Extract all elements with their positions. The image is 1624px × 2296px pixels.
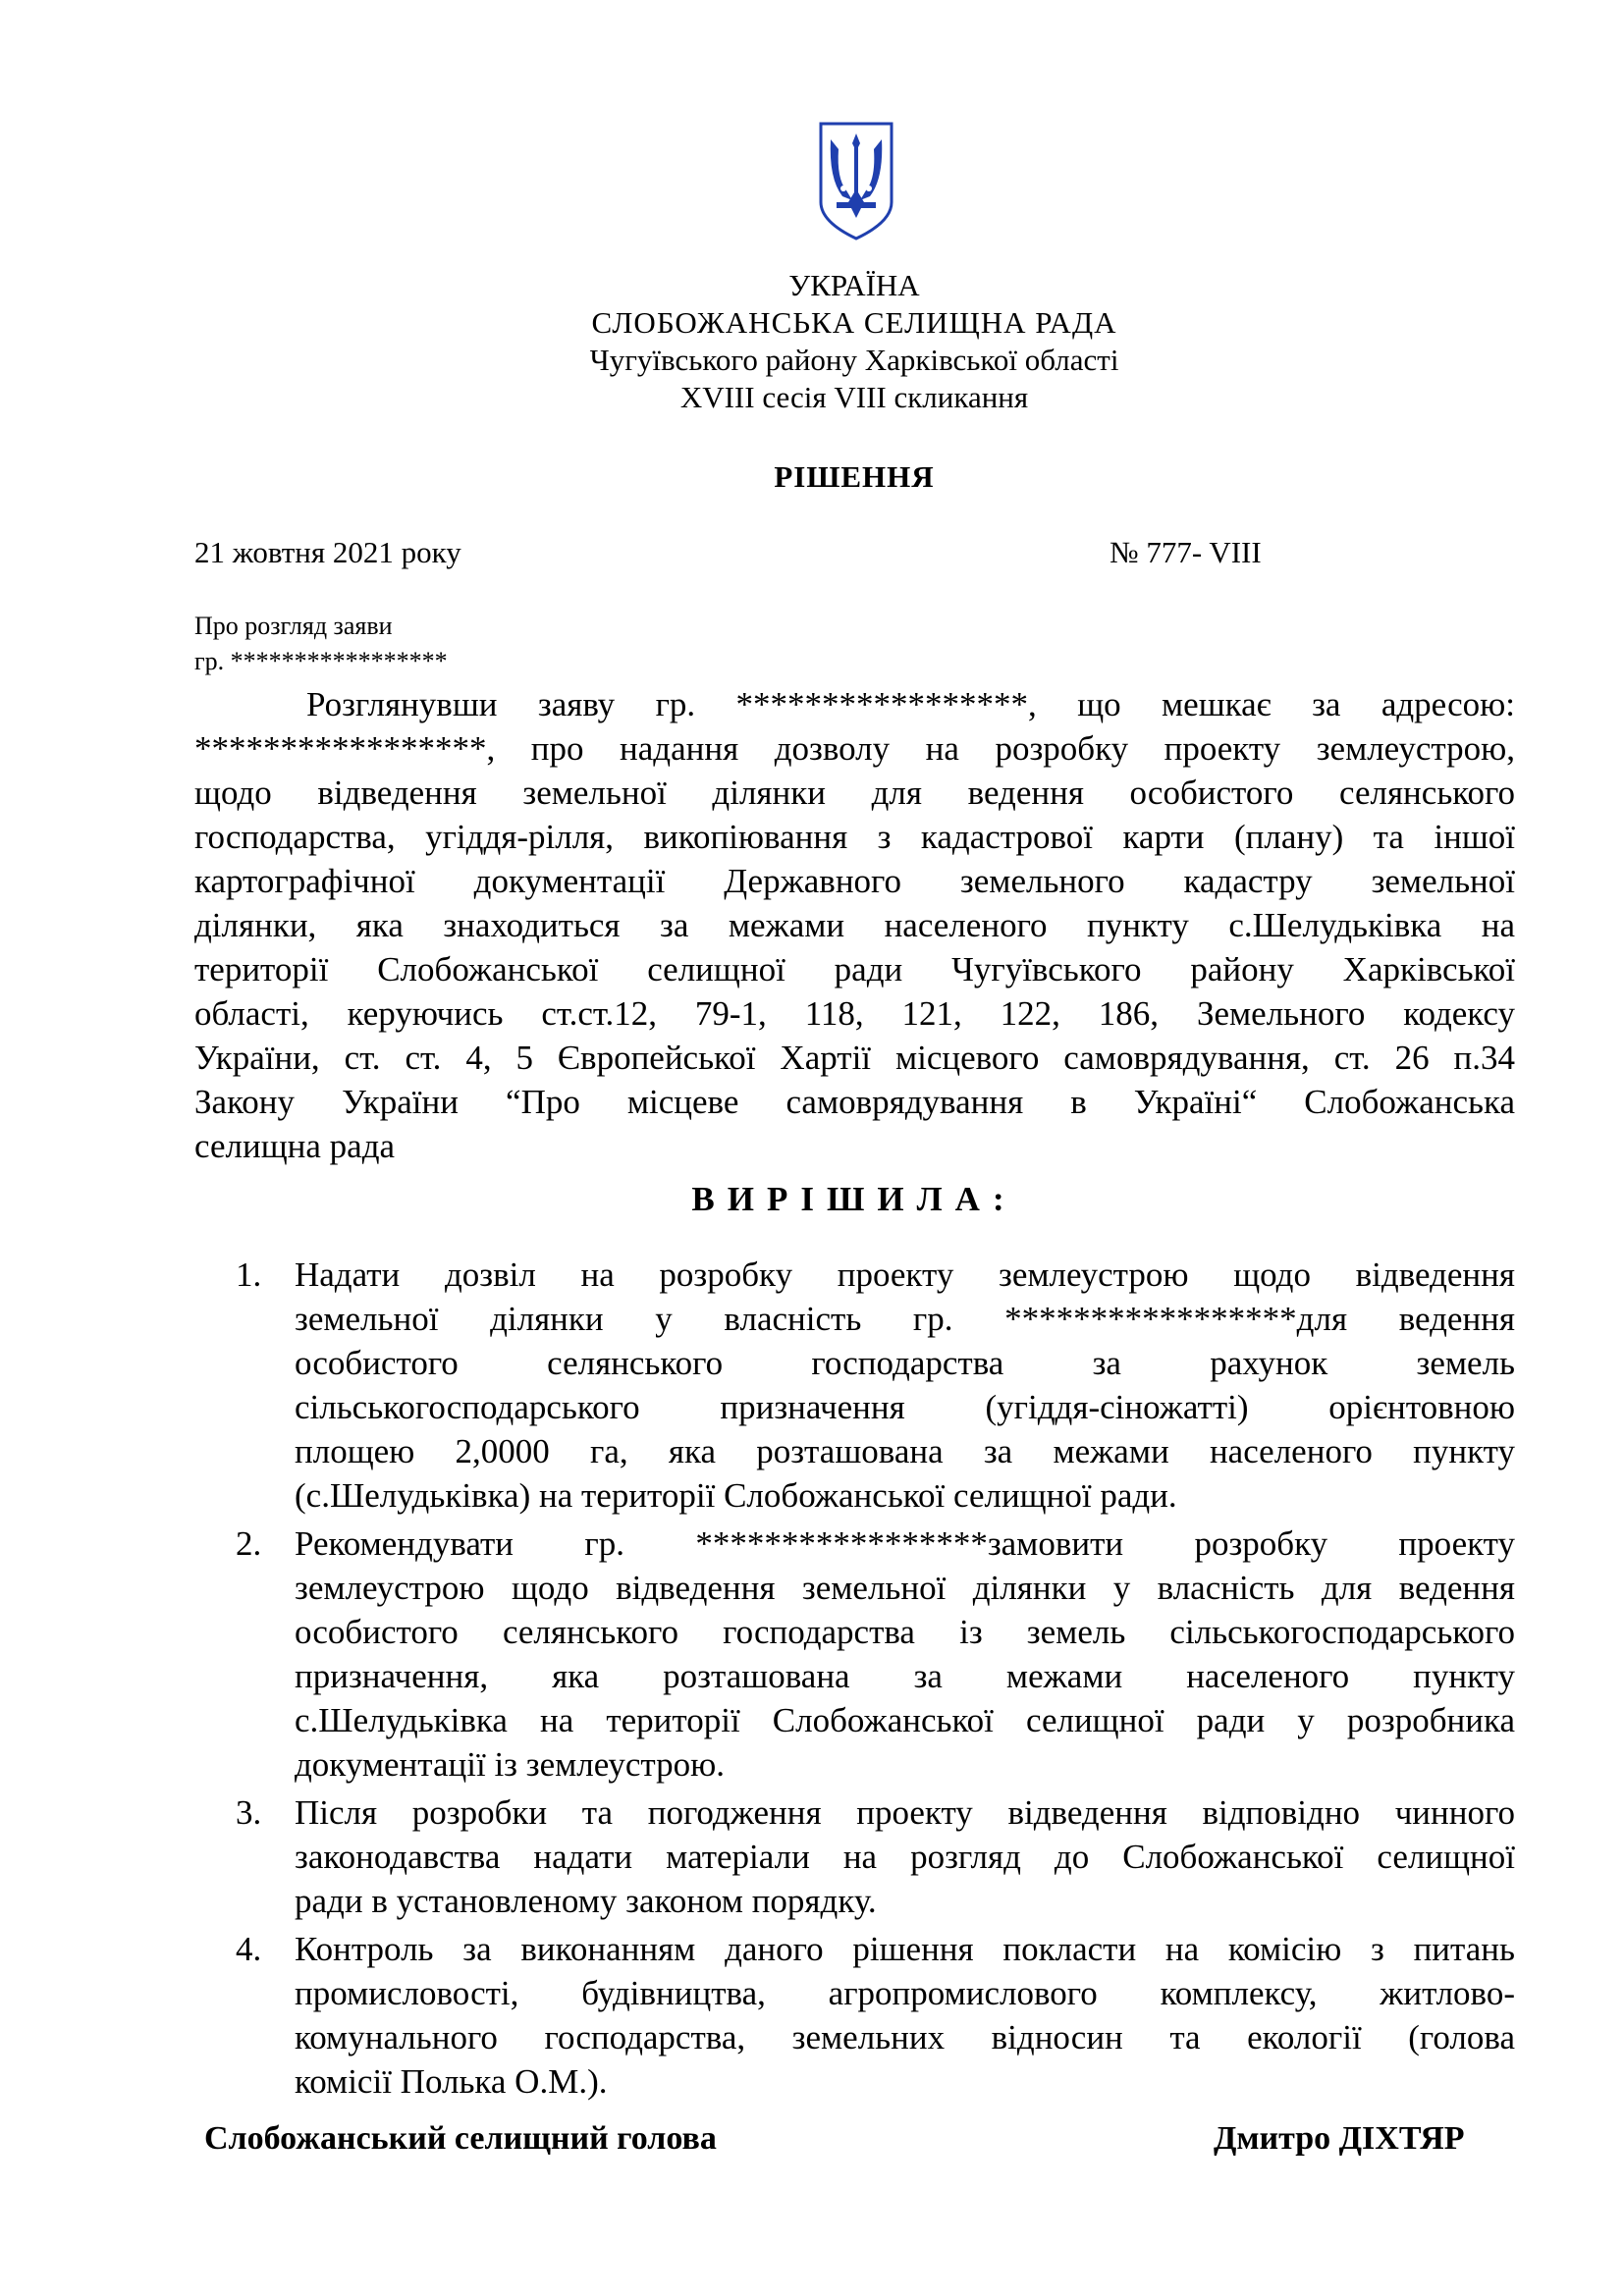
item-line: сільськогосподарського призначення (угіддя-сіножатті) орієнтовною: [295, 1388, 1515, 1426]
item-line: землеустрою щодо відведення земельної ділянки у власність для ведення: [295, 1569, 1515, 1607]
preamble-line: щодо відведення земельної ділянки для ведення особистого селянського: [194, 774, 1515, 812]
preamble-line: Розглянувши заяву гр. *****************, що мешкає за адресою:: [306, 685, 1515, 723]
session-info: XVIII сесія VIII скликання: [679, 380, 1029, 414]
item-line: призначення, яка розташована за межами населеного пункту: [295, 1657, 1515, 1695]
preamble-line: господарства, угіддя-рілля, викопіювання з кадастрової карти (плану) та іншої: [194, 818, 1515, 856]
decided-heading: ВИРІШИЛА:: [691, 1180, 1017, 1218]
preamble-line: Закону України “Про місцеве самоврядування в Україні“ Слобожанська: [194, 1083, 1515, 1121]
council-name: СЛОБОЖАНСЬКА СЕЛИЩНА РАДА: [591, 305, 1117, 340]
subject-line: гр. *****************: [194, 647, 448, 675]
preamble-line: селищна рада: [194, 1127, 396, 1165]
item-line: площею 2,0000 га, яка розташована за межами населеного пункту: [295, 1432, 1515, 1470]
item-line: с.Шелудьківка на території Слобожанської селищної ради у розробника: [295, 1701, 1515, 1739]
item-line: Контроль за виконанням даного рішення покласти на комісію з питань: [295, 1930, 1515, 1968]
signatory-name: Дмитро ДІХТЯР: [1214, 2120, 1465, 2157]
item-line: промисловості, будівництва, агропромислового комплексу, житлово-: [295, 1974, 1515, 2012]
preamble-line: ділянки, яка знаходиться за межами населеного пункту с.Шелудьківка на: [194, 906, 1515, 944]
item-line: Рекомендувати гр. *****************замовити розробку проекту: [295, 1524, 1515, 1563]
country-name: УКРАЇНА: [788, 268, 920, 302]
item-number: 3.: [236, 1793, 262, 1832]
decision-date: 21 жовтня 2021 року: [194, 535, 461, 569]
preamble-line: області, керуючись ст.ст.12, 79-1, 118, 121, 122, 186, Земельного кодексу: [194, 994, 1515, 1033]
item-line: Надати дозвіл на розробку проекту землеустрою щодо відведення: [295, 1255, 1515, 1294]
item-line: (с.Шелудьківка) на території Слобожанської селищної ради.: [295, 1476, 1177, 1515]
district-name: Чугуївського району Харківської області: [589, 343, 1119, 377]
coat-of-arms-icon: [817, 120, 895, 242]
preamble-line: території Слобожанської селищної ради Чугуївського району Харківської: [194, 950, 1515, 988]
item-line: ради в установленому законом порядку.: [295, 1882, 877, 1920]
item-line: Після розробки та погодження проекту відведення відповідно чинного: [295, 1793, 1515, 1832]
preamble-line: України, ст. ст. 4, 5 Європейської Хартії місцевого самоврядування, ст. 26 п.34: [194, 1039, 1515, 1077]
decision-subject: [194, 609, 448, 679]
preamble-line: *****************, про надання дозволу на розробку проекту землеустрою,: [194, 729, 1515, 768]
preamble-line: картографічної документації Державного земельного кадастру земельної: [194, 862, 1515, 900]
item-line: особистого селянського господарства за рахунок земель: [295, 1344, 1515, 1382]
item-number: 4.: [236, 1930, 262, 1968]
decision-number: № 777- VIII: [1110, 535, 1262, 569]
document-title: РІШЕННЯ: [774, 459, 935, 494]
item-line: комісії Полька О.М.).: [295, 2062, 608, 2101]
item-line: особистого селянського господарства із земель сільськогосподарського: [295, 1613, 1515, 1651]
item-line: комунального господарства, земельних відносин та екології (голова: [295, 2018, 1515, 2056]
item-number: 1.: [236, 1255, 262, 1294]
signatory-position: Слобожанський селищний голова: [204, 2120, 717, 2157]
subject-line: Про розгляд заяви: [194, 612, 393, 640]
item-line: документації із землеустрою.: [295, 1745, 726, 1784]
item-number: 2.: [236, 1524, 262, 1563]
item-line: законодавства надати матеріали на розгляд до Слобожанської селищної: [295, 1838, 1515, 1876]
item-line: земельної ділянки у власність гр. *****************для ведення: [295, 1300, 1515, 1338]
